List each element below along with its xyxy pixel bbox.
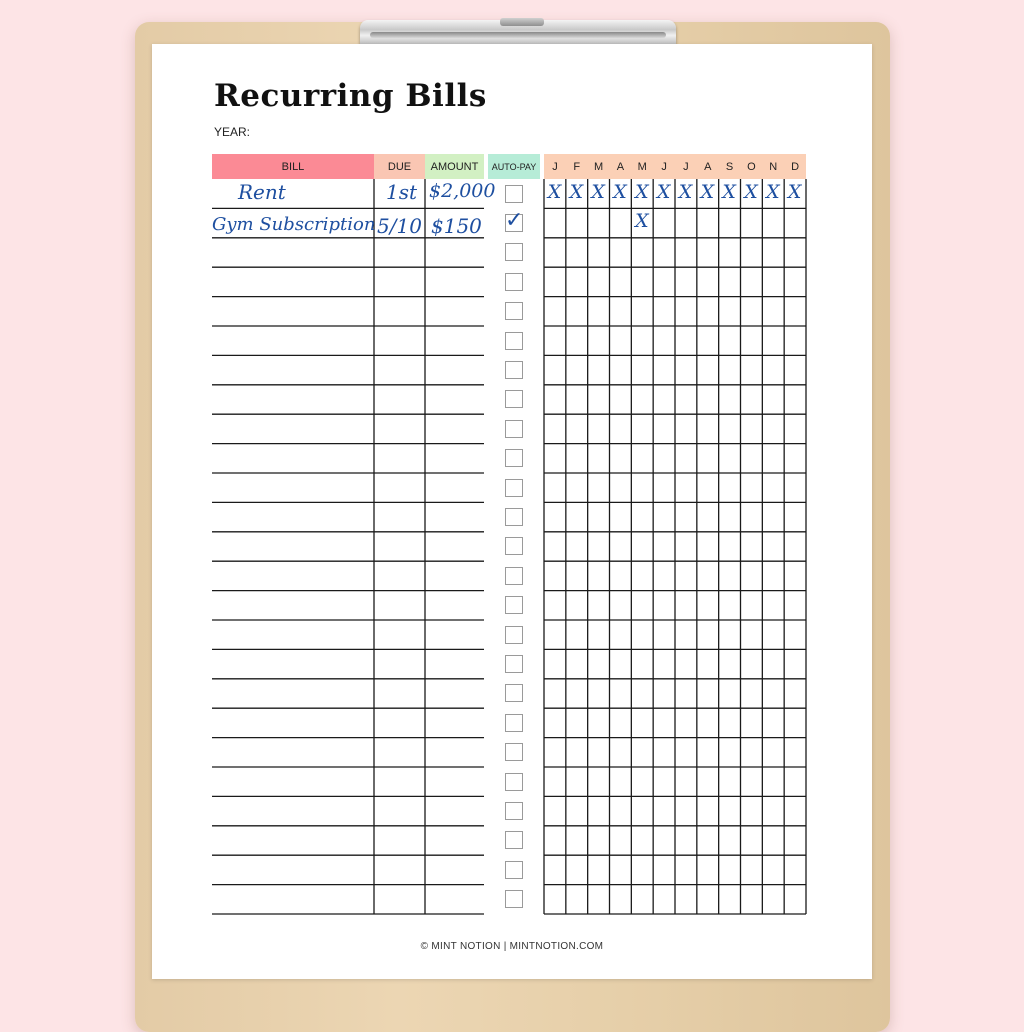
auto-pay-checkbox[interactable]: [505, 243, 523, 261]
page-title: Recurring Bills: [214, 78, 487, 114]
row-2-due[interactable]: 5/10: [377, 214, 422, 238]
auto-pay-checkbox[interactable]: [505, 655, 523, 673]
auto-pay-checkbox[interactable]: [505, 537, 523, 555]
month-paid-mark[interactable]: X: [635, 181, 649, 203]
bill-column-header: BILL: [212, 154, 374, 179]
month-paid-mark[interactable]: X: [700, 181, 715, 203]
clipboard-clip-bar: [370, 32, 666, 38]
month-header-apr: A: [616, 160, 625, 173]
month-paid-mark[interactable]: X: [766, 181, 780, 203]
month-header-sep: S: [725, 160, 734, 173]
month-paid-mark[interactable]: X: [569, 181, 584, 203]
auto-pay-checkbox[interactable]: [505, 361, 523, 379]
month-header-oct: O: [747, 160, 756, 173]
month-paid-mark[interactable]: X: [547, 181, 562, 203]
row-1-amount[interactable]: $2,000: [429, 180, 496, 202]
month-paid-mark[interactable]: X: [787, 181, 802, 203]
auto-pay-checkbox[interactable]: [505, 802, 523, 820]
months-header: [544, 154, 806, 179]
month-header-nov: N: [769, 160, 778, 173]
auto-pay-checkbox[interactable]: [505, 185, 523, 203]
month-header-aug: A: [704, 160, 712, 173]
auto-pay-checkbox[interactable]: [505, 332, 523, 350]
month-header-dec: D: [791, 160, 800, 173]
auto-pay-checkbox[interactable]: [505, 743, 523, 761]
auto-pay-checkbox[interactable]: [505, 626, 523, 644]
month-paid-mark[interactable]: X: [635, 210, 649, 233]
auto-pay-checkbox[interactable]: [505, 479, 523, 497]
auto-pay-checkbox[interactable]: [505, 831, 523, 849]
month-paid-mark[interactable]: X: [591, 181, 605, 203]
month-header-jan: J: [552, 160, 558, 173]
row-2-bill[interactable]: Gym Subscription: [212, 214, 376, 235]
auto-pay-checkbox[interactable]: [505, 449, 523, 467]
month-paid-mark[interactable]: X: [722, 181, 736, 203]
row-2-amount[interactable]: $150: [431, 214, 482, 238]
amount-column-header: AMOUNT: [425, 154, 484, 179]
month-paid-mark[interactable]: X: [656, 181, 671, 203]
clipboard-clip-knob: [500, 18, 544, 26]
auto-pay-column-header: AUTO-PAY: [488, 154, 540, 179]
footer-copyright: © MINT NOTION | MINTNOTION.COM: [420, 941, 604, 952]
due-column-header: DUE: [374, 154, 425, 179]
auto-pay-checkbox[interactable]: [505, 684, 523, 702]
year-label: YEAR:: [214, 125, 251, 139]
month-header-may: M: [637, 160, 647, 173]
auto-pay-checkbox[interactable]: [505, 861, 523, 879]
month-header-jul: J: [683, 160, 689, 173]
row-1-due[interactable]: 1st: [386, 180, 418, 204]
auto-pay-checkbox[interactable]: [505, 508, 523, 526]
month-paid-mark[interactable]: X: [678, 181, 693, 203]
row-1-bill[interactable]: Rent: [238, 180, 286, 204]
auto-pay-checkbox[interactable]: [505, 273, 523, 291]
checkmark-icon: ✓: [505, 206, 524, 232]
month-paid-mark[interactable]: X: [744, 181, 758, 203]
month-header-jun: J: [661, 160, 667, 173]
month-header-mar: M: [594, 160, 604, 173]
month-header-feb: F: [573, 160, 581, 173]
auto-pay-checkbox[interactable]: [505, 773, 523, 791]
auto-pay-checkbox[interactable]: [505, 567, 523, 585]
auto-pay-checkbox[interactable]: [505, 890, 523, 908]
month-paid-mark[interactable]: X: [613, 181, 627, 203]
auto-pay-checkbox[interactable]: [505, 390, 523, 408]
auto-pay-checkbox[interactable]: [505, 596, 523, 614]
auto-pay-checkbox[interactable]: [505, 420, 523, 438]
auto-pay-checkbox[interactable]: [505, 714, 523, 732]
auto-pay-checkbox[interactable]: [505, 302, 523, 320]
